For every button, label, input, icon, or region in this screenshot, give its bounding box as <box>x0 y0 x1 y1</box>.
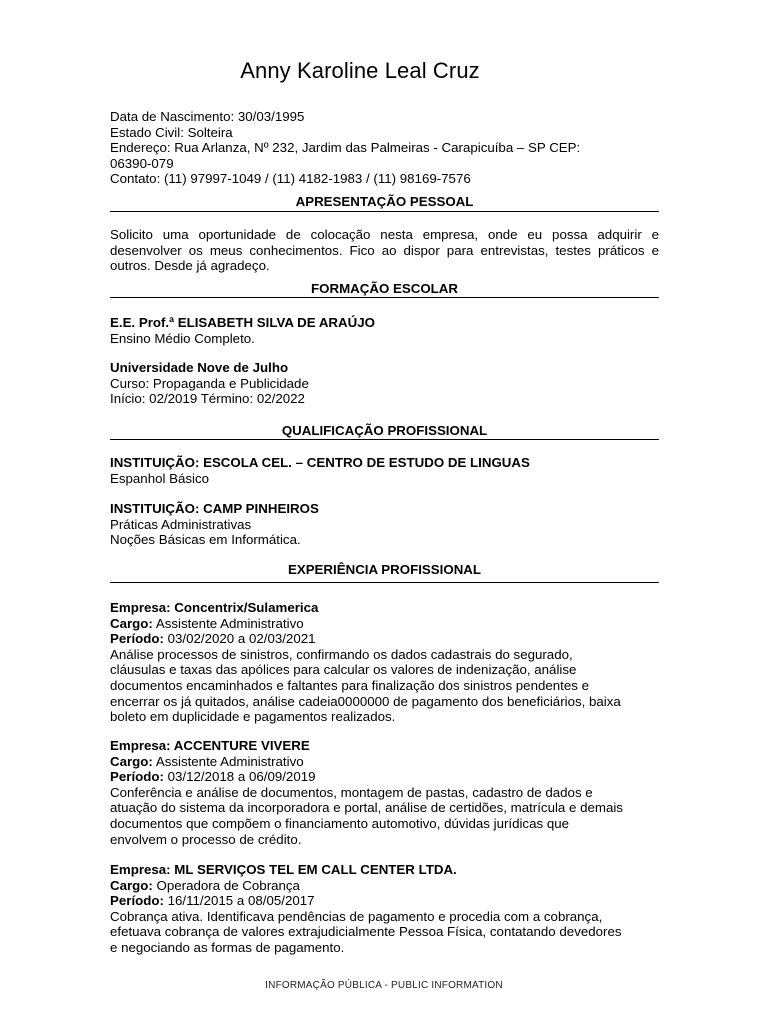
job-role-value: Assistente Administrativo <box>152 615 304 631</box>
presentation-text <box>110 227 659 274</box>
job-role-label: Cargo: <box>110 615 153 631</box>
address-line: Endereço: Rua Arlanza, Nº 232, Jardim das Palmeiras - Carapicuíba – SP CEP: <box>110 140 581 156</box>
section-title-presentation: APRESENTAÇÃO PESSOAL <box>295 194 474 209</box>
job-description-line: envolvem o processo de crédito. <box>110 831 302 847</box>
education-school-1 <box>110 315 659 346</box>
qualification-item-2 <box>110 501 659 548</box>
job-period-value: 03/02/2020 a 02/03/2021 <box>163 631 316 647</box>
job-description-line: Conferência e análise de documentos, montagem de pastas, cadastro de dados e <box>110 784 593 800</box>
job-description-line: cláusulas e taxas das apólices para calcular os valores de indenização, análise <box>110 662 577 678</box>
school-name: Universidade Nove de Julho <box>110 360 289 375</box>
civil-status: Estado Civil: Solteira <box>110 124 233 140</box>
institution-detail: Espanhol Básico <box>110 470 210 486</box>
institution-detail: Noções Básicas em Informática. <box>110 532 301 548</box>
school-course: Curso: Propaganda e Publicidade <box>110 375 309 391</box>
section-divider <box>110 439 659 440</box>
section-title-experience: EXPERIÊNCIA PROFISSIONAL <box>287 562 482 577</box>
job-description-line: efetuava cobrança de valores extrajudicialmente Pessoa Física, contatando devedores <box>110 924 622 940</box>
job-description-line: Cobrança ativa. Identificava pendências de pagamento e procedia com a cobrança, <box>110 908 603 924</box>
experience-job-2 <box>110 738 659 847</box>
job-period-value: 03/12/2018 a 06/09/2019 <box>163 769 316 785</box>
birth-date: Data de Nascimento: 30/03/1995 <box>110 109 305 124</box>
presentation-line: outros. Desde já agradeço. <box>110 258 270 274</box>
address-zip: 06390-079 <box>110 155 174 171</box>
job-role-value: Assistente Administrativo <box>152 753 304 769</box>
section-divider <box>110 211 659 212</box>
candidate-name: Anny Karoline Leal Cruz <box>240 58 480 83</box>
job-period-label: Período: <box>110 893 164 909</box>
personal-info <box>110 109 659 187</box>
job-description-line: documentos encaminhados e faltantes para finalização dos sinistros pendentes e <box>110 677 589 693</box>
experience-job-1 <box>110 600 659 725</box>
job-period-value: 16/11/2015 a 08/05/2017 <box>163 893 315 909</box>
job-period <box>110 631 659 647</box>
contact-phones: Contato: (11) 97997-1049 / (11) 4182-1983 / (11) 98169-7576 <box>110 171 471 187</box>
institution-detail: Práticas Administrativas <box>110 516 252 532</box>
job-description-line: atuação do sistema da incorporadora e portal, análise de certidões, matrícula e demais <box>110 800 623 816</box>
job-role <box>110 878 659 894</box>
job-role-label: Cargo: <box>110 753 153 769</box>
job-company: Empresa: Concentrix/Sulamerica <box>110 600 319 615</box>
job-period <box>110 769 659 785</box>
section-divider <box>110 297 659 298</box>
school-dates: Início: 02/2019 Término: 02/2022 <box>110 391 305 407</box>
classification-footer: INFORMAÇÃO PÚBLICA - PUBLIC INFORMATION <box>265 980 503 991</box>
section-divider <box>110 582 659 583</box>
job-company: Empresa: ML SERVIÇOS TEL EM CALL CENTER LTDA. <box>110 862 457 877</box>
job-period <box>110 893 659 909</box>
school-name: E.E. Prof.ª ELISABETH SILVA DE ARAÚJO <box>110 315 375 330</box>
school-detail: Ensino Médio Completo. <box>110 330 255 346</box>
section-title-education: FORMAÇÃO ESCOLAR <box>311 281 458 296</box>
job-description-line: documentos que compõem o financiamento automotivo, dúvidas jurídicas que <box>110 815 570 831</box>
job-period-label: Período: <box>110 769 164 785</box>
job-role-label: Cargo: <box>110 877 153 893</box>
presentation-line: Solicito uma oportunidade de colocação nesta empresa, onde eu possa adquirir e <box>110 227 659 242</box>
experience-job-3 <box>110 862 659 956</box>
job-company: Empresa: ACCENTURE VIVERE <box>110 738 310 753</box>
section-title-qualification: QUALIFICAÇÃO PROFISSIONAL <box>281 423 488 438</box>
job-description-line: boleto em duplicidade e pagamentos realizados. <box>110 709 396 725</box>
job-role-value: Operadora de Cobrança <box>152 877 300 893</box>
job-description-line: e negociando as formas de pagamento. <box>110 939 345 955</box>
presentation-line: desenvolver os meus conhecimentos. Fico ao dispor para entrevistas, testes práticos e <box>110 242 659 258</box>
job-period-label: Período: <box>110 631 164 647</box>
job-description-line: encerrar os já quitados, análise cadeia0000000 de pagamento dos beneficiários, baixa <box>110 693 621 709</box>
institution-name: INSTITUIÇÃO: CAMP PINHEIROS <box>110 501 319 516</box>
institution-name: INSTITUIÇÃO: ESCOLA CEL. – CENTRO DE ESTUDO DE LINGUAS <box>110 455 530 470</box>
job-role <box>110 754 659 770</box>
job-description-line: Análise processos de sinistros, confirmando os dados cadastrais do segurado, <box>110 646 573 662</box>
qualification-item-1 <box>110 455 659 486</box>
job-role <box>110 616 659 632</box>
education-school-2 <box>110 360 659 407</box>
